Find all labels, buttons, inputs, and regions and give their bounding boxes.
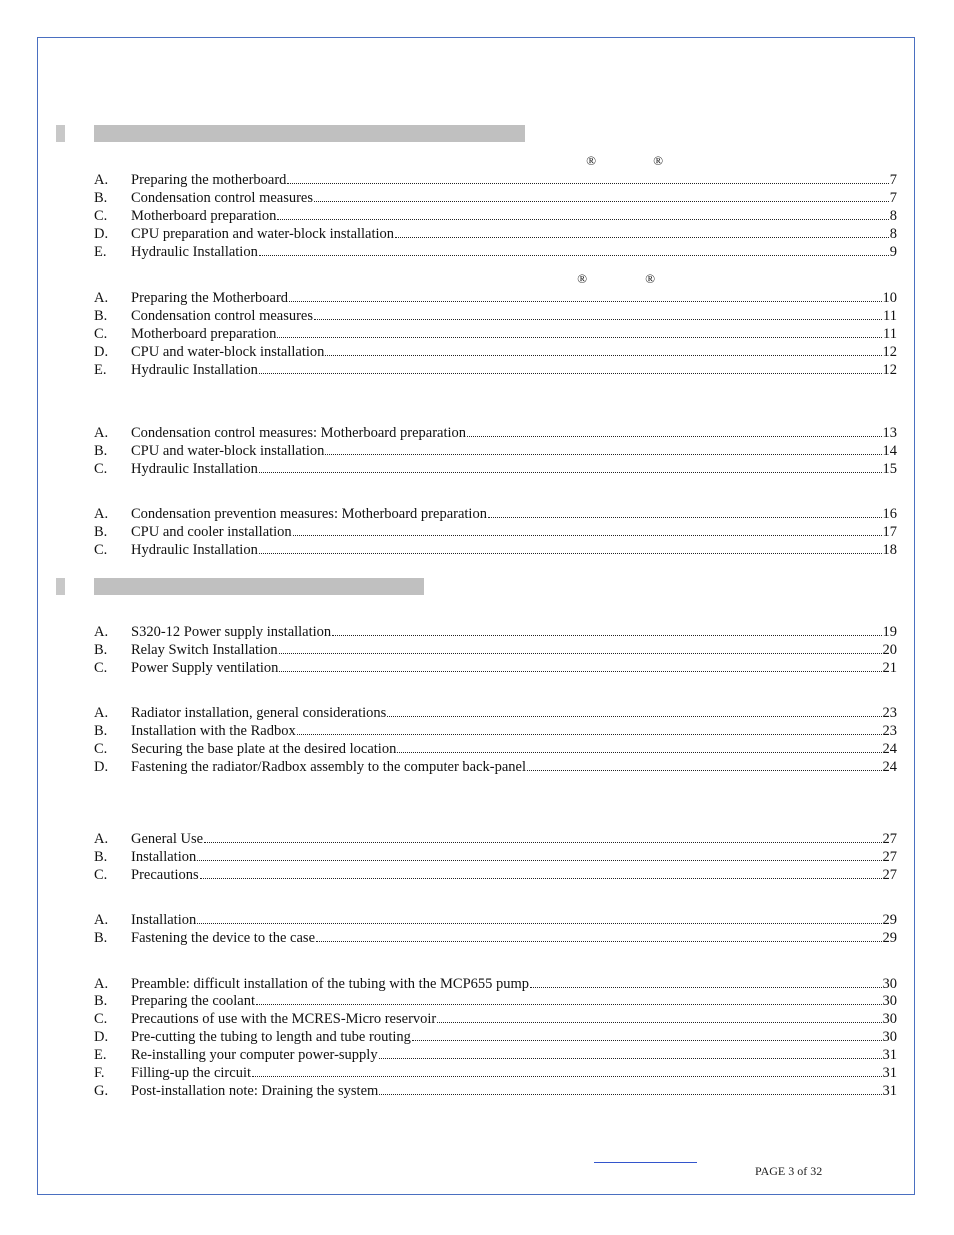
section-heading-bar <box>94 578 424 595</box>
toc-entry-letter: C. <box>94 326 108 342</box>
toc-entry-page: 12 <box>882 362 897 378</box>
toc-entry-letter: A. <box>94 506 109 522</box>
toc-entry[interactable] <box>94 460 897 478</box>
toc-entry[interactable] <box>94 523 897 541</box>
toc-entry-title: Condensation control measures <box>131 190 314 206</box>
toc-entry[interactable] <box>94 1010 897 1028</box>
toc-entry-letter: A. <box>94 912 109 928</box>
dot-leader <box>259 460 882 473</box>
toc-entry[interactable] <box>94 424 897 442</box>
toc-entry-letter: B. <box>94 443 108 459</box>
toc-entry-line <box>131 659 897 677</box>
toc-entry[interactable] <box>94 641 897 659</box>
toc-entry-title: Motherboard preparation <box>131 208 277 224</box>
toc-entry-page: 13 <box>882 425 897 441</box>
toc-entry-title: S320-12 Power supply installation <box>131 624 332 640</box>
toc-entry-title: Relay Switch Installation <box>131 642 278 658</box>
toc-entry-letter: E. <box>94 1047 107 1063</box>
dot-leader <box>252 1064 881 1077</box>
toc-entry-title: Preparing the motherboard <box>131 172 287 188</box>
toc-entry-line <box>131 442 897 460</box>
toc-entry-line <box>131 623 897 641</box>
toc-entry[interactable] <box>94 343 897 361</box>
toc-entry-page: 7 <box>889 190 897 206</box>
toc-entry-page: 21 <box>882 660 897 676</box>
dot-leader <box>204 830 881 843</box>
toc-entry-page: 30 <box>882 976 897 992</box>
dot-leader <box>279 659 881 672</box>
toc-entry-line <box>131 1046 897 1064</box>
dot-leader <box>277 325 882 338</box>
toc-entry-title: Preparing the Motherboard <box>131 290 289 306</box>
toc-entry-page: 27 <box>882 831 897 847</box>
toc-entry-title: Condensation control measures: Motherboard preparation <box>131 425 467 441</box>
toc-entry-letter: A. <box>94 976 109 992</box>
dot-leader <box>279 641 882 654</box>
section-heading-bar <box>94 125 525 142</box>
toc-entry-line <box>131 243 897 261</box>
toc-entry-line <box>131 722 897 740</box>
section-marker <box>56 578 65 595</box>
toc-entry-letter: B. <box>94 308 108 324</box>
toc-entry-page: 12 <box>882 344 897 360</box>
toc-entry-title: Installation <box>131 912 197 928</box>
toc-entry-line <box>131 343 897 361</box>
toc-entry-title: General Use <box>131 831 204 847</box>
toc-entry-letter: A. <box>94 425 109 441</box>
toc-entry[interactable] <box>94 1082 897 1100</box>
toc-entry[interactable] <box>94 740 897 758</box>
toc-entry-letter: A. <box>94 290 109 306</box>
dot-leader <box>197 848 881 861</box>
toc-entry-page: 9 <box>889 244 897 260</box>
toc-entry-letter: B. <box>94 190 108 206</box>
toc-entry-line <box>131 289 897 307</box>
toc-entry-line <box>131 848 897 866</box>
toc-entry-title: Fastening the device to the case <box>131 930 316 946</box>
toc-entry[interactable] <box>94 659 897 677</box>
toc-entry-title: Preamble: difficult installation of the tubing with the MCP655 pump <box>131 976 530 992</box>
toc-entry-letter: D. <box>94 226 109 242</box>
toc-entry-letter: D. <box>94 344 109 360</box>
toc-entry-letter: F. <box>94 1065 105 1081</box>
toc-entry-letter: D. <box>94 759 109 775</box>
dot-leader <box>316 929 881 942</box>
toc-entry-letter: G. <box>94 1083 109 1099</box>
toc-entry[interactable] <box>94 325 897 343</box>
toc-entry-page: 15 <box>882 461 897 477</box>
toc-entry-title: Precautions of use with the MCRES-Micro reservoir <box>131 1011 437 1027</box>
toc-entry[interactable] <box>94 207 897 225</box>
toc-entry-title: Filling-up the circuit <box>131 1065 252 1081</box>
toc-entry-title: Radiator installation, general considerations <box>131 705 387 721</box>
toc-entry[interactable] <box>94 848 897 866</box>
toc-entry-title: Securing the base plate at the desired location <box>131 741 397 757</box>
toc-entry-page: 23 <box>882 705 897 721</box>
toc-entry-letter: B. <box>94 642 108 658</box>
toc-entry[interactable] <box>94 171 897 189</box>
toc-entry-letter: C. <box>94 208 108 224</box>
dot-leader <box>397 740 881 753</box>
toc-entry-title: Hydraulic Installation <box>131 362 258 378</box>
toc-entry[interactable] <box>94 1064 897 1082</box>
toc-entry-line <box>131 866 897 884</box>
toc-entry-line <box>131 505 897 523</box>
toc-entry[interactable] <box>94 623 897 641</box>
dot-leader <box>412 1028 882 1041</box>
toc-entry-line <box>131 1028 897 1046</box>
toc-entry-line <box>131 975 897 993</box>
toc-entry[interactable] <box>94 225 897 243</box>
toc-entry[interactable] <box>94 361 897 379</box>
toc-entry[interactable] <box>94 442 897 460</box>
toc-entry-page: 8 <box>889 226 897 242</box>
dot-leader <box>379 1082 881 1095</box>
dot-leader <box>289 289 881 302</box>
toc-entry-title: Fastening the radiator/Radbox assembly to the computer back-panel <box>131 759 527 775</box>
toc-entry[interactable] <box>94 307 897 325</box>
toc-entry-line <box>131 992 897 1010</box>
toc-entry-page: 30 <box>882 1029 897 1045</box>
toc-entry[interactable] <box>94 505 897 523</box>
toc-entry-title: Condensation prevention measures: Motherboard preparation <box>131 506 487 522</box>
dot-leader <box>259 541 882 554</box>
toc-entry-letter: B. <box>94 524 108 540</box>
toc-entry-title: CPU preparation and water-block installation <box>131 226 395 242</box>
dot-leader <box>437 1010 881 1023</box>
toc-entry-page: 27 <box>882 849 897 865</box>
toc-entry-page: 10 <box>882 290 897 306</box>
registered-mark: ® <box>653 153 663 168</box>
toc-entry-page: 23 <box>882 723 897 739</box>
dot-leader <box>530 975 881 988</box>
toc-entry-line <box>131 189 897 207</box>
toc-entry-letter: C. <box>94 660 108 676</box>
toc-entry-line <box>131 929 897 947</box>
toc-entry-title: Installation <box>131 849 197 865</box>
toc-entry-line <box>131 307 897 325</box>
toc-entry-title: Motherboard preparation <box>131 326 277 342</box>
dot-leader <box>395 225 889 238</box>
toc-entry[interactable] <box>94 189 897 207</box>
dot-leader <box>488 505 882 518</box>
toc-entry-title: CPU and water-block installation <box>131 443 325 459</box>
dot-leader <box>200 866 882 879</box>
page-number: PAGE 3 of 32 <box>755 1164 823 1178</box>
dot-leader <box>293 523 882 536</box>
toc-entry-letter: B. <box>94 993 108 1009</box>
toc-entry[interactable] <box>94 1046 897 1064</box>
toc-entry-page: 30 <box>882 993 897 1009</box>
section-marker <box>56 125 65 142</box>
toc-entry-title: Hydraulic Installation <box>131 244 258 260</box>
toc-entry-line <box>131 830 897 848</box>
dot-leader <box>379 1046 882 1059</box>
toc-entry-line <box>131 911 897 929</box>
toc-entry-page: 19 <box>882 624 897 640</box>
toc-entry-page: 29 <box>882 930 897 946</box>
dot-leader <box>314 307 882 320</box>
toc-entry-letter: A. <box>94 831 109 847</box>
toc-entry-line <box>131 225 897 243</box>
toc-entry-title: Power Supply ventilation <box>131 660 279 676</box>
toc-entry[interactable] <box>94 992 897 1010</box>
toc-entry-page: 24 <box>882 759 897 775</box>
registered-mark: ® <box>645 271 655 286</box>
toc-entry-letter: E. <box>94 362 107 378</box>
toc-entry-letter: A. <box>94 705 109 721</box>
toc-entry-page: 8 <box>889 208 897 224</box>
toc-entry-title: Hydraulic Installation <box>131 461 258 477</box>
toc-entry-letter: B. <box>94 723 108 739</box>
toc-entry[interactable] <box>94 830 897 848</box>
dot-leader <box>256 992 881 1005</box>
toc-entry-title: Re-installing your computer power-supply <box>131 1047 378 1063</box>
toc-entry-letter: A. <box>94 624 109 640</box>
toc-entry-page: 11 <box>883 326 897 342</box>
toc-entry-line <box>131 424 897 442</box>
toc-entry-page: 31 <box>882 1083 897 1099</box>
toc-entry-page: 11 <box>883 308 897 324</box>
toc-entry-letter: C. <box>94 1011 108 1027</box>
dot-leader <box>325 442 881 455</box>
toc-entry-title: Precautions <box>131 867 199 883</box>
dot-leader <box>527 758 881 771</box>
toc-entry-letter: C. <box>94 867 108 883</box>
footer-link-underline[interactable] <box>594 1162 697 1163</box>
toc-entry-line <box>131 1082 897 1100</box>
toc-entry-letter: E. <box>94 244 107 260</box>
toc-entry[interactable] <box>94 975 897 993</box>
toc-entry[interactable] <box>94 911 897 929</box>
toc-entry-page: 29 <box>882 912 897 928</box>
toc-entry[interactable] <box>94 541 897 559</box>
toc-entry-letter: A. <box>94 172 109 188</box>
toc-entry-letter: B. <box>94 930 108 946</box>
dot-leader <box>287 171 888 184</box>
dot-leader <box>332 623 881 636</box>
toc-entry-title: Preparing the coolant <box>131 993 256 1009</box>
dot-leader <box>259 243 889 256</box>
toc-entry[interactable] <box>94 1028 897 1046</box>
toc-entry-line <box>131 1010 897 1028</box>
toc-entry[interactable] <box>94 866 897 884</box>
toc-entry-line <box>131 758 897 776</box>
toc-entry-page: 20 <box>882 642 897 658</box>
registered-mark: ® <box>586 153 596 168</box>
toc-entry-letter: B. <box>94 849 108 865</box>
toc-entry[interactable] <box>94 929 897 947</box>
toc-entry-line <box>131 541 897 559</box>
toc-entry-page: 14 <box>882 443 897 459</box>
toc-entry[interactable] <box>94 704 897 722</box>
toc-entry-line <box>131 460 897 478</box>
dot-leader <box>197 911 881 924</box>
toc-entry-title: Installation with the Radbox <box>131 723 296 739</box>
toc-entry-title: Condensation control measures <box>131 308 314 324</box>
toc-entry[interactable] <box>94 722 897 740</box>
toc-entry-letter: C. <box>94 741 108 757</box>
toc-entry-page: 18 <box>882 542 897 558</box>
toc-entry-title: CPU and water-block installation <box>131 344 325 360</box>
toc-entry-line <box>131 1064 897 1082</box>
toc-entry-page: 16 <box>882 506 897 522</box>
toc-entry[interactable] <box>94 243 897 261</box>
toc-entry-line <box>131 325 897 343</box>
toc-entry-line <box>131 641 897 659</box>
dot-leader <box>314 189 889 202</box>
toc-entry[interactable] <box>94 758 897 776</box>
dot-leader <box>259 361 882 374</box>
toc-entry-page: 27 <box>882 867 897 883</box>
toc-entry-title: Post-installation note: Draining the system <box>131 1083 379 1099</box>
toc-entry-page: 31 <box>882 1065 897 1081</box>
toc-entry-line <box>131 171 897 189</box>
toc-entry-letter: C. <box>94 542 108 558</box>
toc-entry-title: Hydraulic Installation <box>131 542 258 558</box>
toc-entry-title: CPU and cooler installation <box>131 524 292 540</box>
dot-leader <box>325 343 881 356</box>
registered-mark: ® <box>577 271 587 286</box>
toc-entry-page: 17 <box>882 524 897 540</box>
toc-entry-line <box>131 361 897 379</box>
dot-leader <box>277 207 888 220</box>
dot-leader <box>467 424 881 437</box>
toc-entry[interactable] <box>94 289 897 307</box>
toc-entry-page: 24 <box>882 741 897 757</box>
toc-entry-line <box>131 523 897 541</box>
toc-entry-letter: C. <box>94 461 108 477</box>
toc-entry-page: 31 <box>882 1047 897 1063</box>
dot-leader <box>297 722 882 735</box>
toc-entry-letter: D. <box>94 1029 109 1045</box>
toc-entry-page: 30 <box>882 1011 897 1027</box>
dot-leader <box>387 704 881 717</box>
toc-entry-page: 7 <box>889 172 897 188</box>
toc-entry-title: Pre-cutting the tubing to length and tube routing <box>131 1029 411 1045</box>
toc-entry-line <box>131 207 897 225</box>
toc-entry-line <box>131 704 897 722</box>
toc-entry-line <box>131 740 897 758</box>
